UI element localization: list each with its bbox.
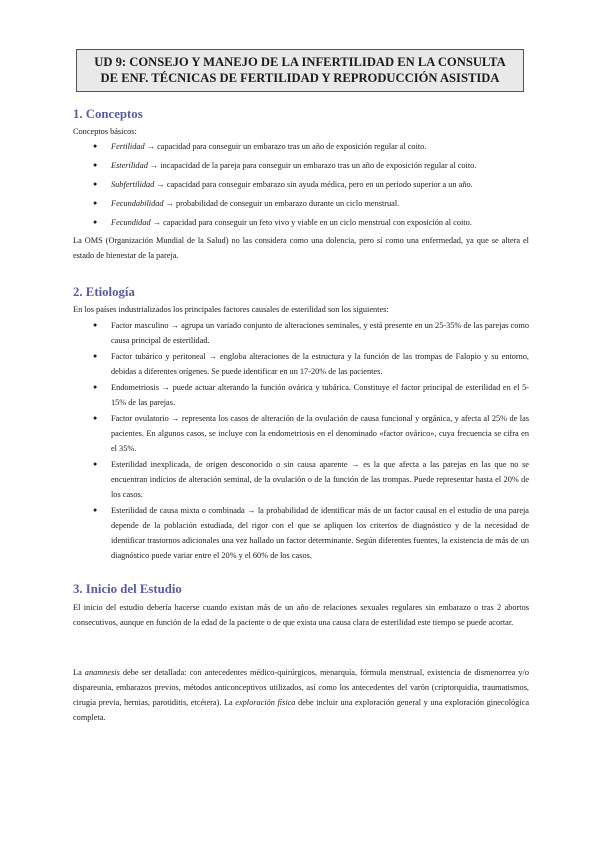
list-text: Factor masculino → agrupa un variado conjunto de alteraciones seminales, y está presente en un 25-35% de las parejas como causa principal de esterilidad. bbox=[111, 321, 529, 345]
bullet-icon: ● bbox=[93, 161, 98, 169]
list-item bbox=[73, 503, 529, 563]
title-line-2: DE ENF. TÉCNICAS DE FERTILIDAD Y REPRODUCCIÓN ASISTIDA bbox=[100, 71, 500, 85]
bullet-icon: ● bbox=[93, 414, 98, 422]
list-item bbox=[73, 457, 529, 502]
section-1-intro: Conceptos básicos: bbox=[73, 127, 137, 136]
list-text: Esterilidad inexplicada, de origen desconocido o sin causa aparente → es la que afecta a las parejas en las que no se encuentran indicios de alteración seminal, de la ovulación o de la función de las trompas. Puede representar hasta el 20% de los casos. bbox=[111, 460, 529, 499]
list-text: Factor ovulatorio → representa los casos de alteración de la ovulación de causa funcional y orgánica, y afecta al 25% de las pacientes. En algunos casos, se incluye con la endometriosis en el denominado «factor ovárico», cuya frecuencia se cifra en el 35%. bbox=[111, 414, 529, 453]
definition: → capacidad para conseguir embarazo sin ayuda médica, pero en un periodo superior a un año. bbox=[154, 180, 473, 189]
section-1-heading: 1. Conceptos bbox=[73, 107, 143, 121]
bullet-icon: ● bbox=[93, 460, 98, 468]
document-title-box bbox=[76, 49, 524, 92]
section-3-paragraph-2 bbox=[73, 665, 529, 725]
term: Fecundidad bbox=[111, 218, 151, 227]
definition: → incapacidad de la pareja para conseguir un embarazo tras un año de exposición regular al coito. bbox=[147, 161, 477, 170]
list-item bbox=[73, 177, 529, 192]
etiology-list bbox=[73, 318, 529, 564]
concepts-list bbox=[73, 139, 529, 234]
list-item bbox=[73, 139, 529, 154]
title-line-1: UD 9: CONSEJO Y MANEJO DE LA INFERTILIDAD EN LA CONSULTA bbox=[94, 55, 506, 69]
list-item bbox=[73, 380, 529, 410]
term: Fecundabilidad bbox=[111, 199, 164, 208]
list-item bbox=[73, 158, 529, 173]
list-item bbox=[73, 318, 529, 348]
section-3-heading: 3. Inicio del Estudio bbox=[73, 582, 182, 596]
definition: → capacidad para conseguir un embarazo tras un año de exposición regular al coito. bbox=[144, 142, 427, 151]
definition: → capacidad para conseguir un feto vivo y viable en un ciclo menstrual con exposición al coito. bbox=[150, 218, 472, 227]
text: debe ser detallada: con antecedentes médico-quirúrgicos, menarquía, fórmula menstrual, existencia de dismenorrea y/o dispareunia, embarazos previos, métodos anticonceptivos utilizados, así como los antecedentes del varón (criptorquidia, traumatismos, cirugía previa, hernias, parotiditis, etcétera). La bbox=[73, 668, 529, 707]
bullet-icon: ● bbox=[93, 199, 98, 207]
bullet-icon: ● bbox=[93, 142, 98, 150]
list-text: Factor tubárico y peritoneal → engloba alteraciones de la estructura y la función de las trompas de Falopio y su entorno, debidas a diferentes orígenes. Se puede identificar en un 17-20% de las pacientes. bbox=[111, 352, 529, 376]
list-item bbox=[73, 411, 529, 456]
list-text: Esterilidad de causa mixta o combinada → la probabilidad de identificar más de un factor causal en el estudio de una pareja depende de la población estudiada, del rigor con el que se apliquen los criterios de diagnóstico y de la necesidad de identificar trastornos adicionales una vez hallado un factor determinante. Según diferentes fuentes, la existencia de más de un diagnóstico puede variar entre el 20% y el 60% de los casos. bbox=[111, 506, 529, 560]
text: debe incluir una exploración general y una exploración ginecológica completa. bbox=[73, 698, 529, 722]
section-3-paragraph-1: El inicio del estudio debería hacerse cuando existan más de un año de relaciones sexuales regulares sin embarazo o tras 2 abortos consecutivos, aunque en función de la edad de la paciente o de que exista una causa clara de esterilidad este tiempo se puede acortar. bbox=[73, 603, 529, 627]
bullet-icon: ● bbox=[93, 352, 98, 360]
section-1-paragraph: La OMS (Organización Mundial de la Salud) no las considera como una dolencia, pero sí como una enfermedad, ya que se altera el estado de bienestar de la pareja. bbox=[73, 236, 529, 260]
list-item bbox=[73, 349, 529, 379]
section-2-intro: En los países industrializados los principales factores causales de esterilidad son los siguientes: bbox=[73, 305, 389, 314]
bullet-icon: ● bbox=[93, 180, 98, 188]
term: exploración física bbox=[235, 698, 296, 707]
term: Fertilidad bbox=[111, 142, 145, 151]
bullet-icon: ● bbox=[93, 321, 98, 329]
bullet-icon: ● bbox=[93, 218, 98, 226]
term: Esterilidad bbox=[111, 161, 148, 170]
list-item bbox=[73, 196, 529, 211]
definition: → probabilidad de conseguir un embarazo durante un ciclo menstrual. bbox=[163, 199, 400, 208]
list-item bbox=[73, 215, 529, 230]
text: La bbox=[73, 668, 85, 677]
section-2-heading: 2. Etiología bbox=[73, 285, 135, 299]
bullet-icon: ● bbox=[93, 506, 98, 514]
term: Subfertilidad bbox=[111, 180, 155, 189]
list-text: Endometriosis → puede actuar alterando la función ovárica y tubárica. Constituye el factor principal de esterilidad en el 5-15% de las parejas. bbox=[111, 383, 529, 407]
bullet-icon: ● bbox=[93, 383, 98, 391]
term: anamnesis bbox=[84, 668, 120, 677]
